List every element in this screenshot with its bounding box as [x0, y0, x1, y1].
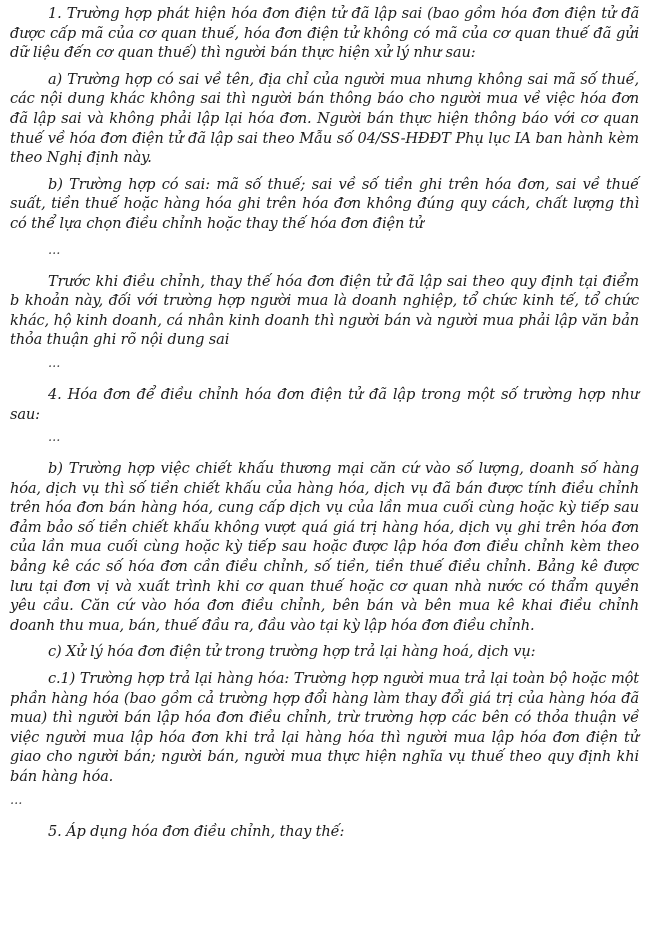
paragraph-4: 4. Hóa đơn để điều chỉnh hóa đơn điện tử đã lập trong một số trường hợp như sau:	[10, 385, 639, 423]
ellipsis: ...	[10, 792, 23, 808]
paragraph-4c: c) Xử lý hóa đơn điện tử trong trường hợp trả lại hàng hoá, dịch vụ:	[48, 643, 536, 661]
ellipsis: ...	[48, 355, 61, 371]
paragraph-before-adjust: Trước khi điều chỉnh, thay thế hóa đơn điện tử đã lập sai theo quy định tại điểm b khoản này, đối với trường hợp người mua là doanh nghiệp, tổ chức kinh tế, tổ chức khác, hộ kinh doanh, cá nhân kinh doanh thì người bán và người mua phải lập văn bản thỏa thuận ghi rõ nội dung sai	[10, 272, 639, 349]
paragraph-1b: b) Trường hợp có sai: mã số thuế; sai về số tiền ghi trên hóa đơn, sai về thuế suất, tiền thuế hoặc hàng hóa ghi trên hóa đơn không đúng quy cách, chất lượng thì có thể lựa chọn điều chỉnh hoặc thay thế hóa đơn điện tử	[10, 175, 639, 232]
ellipsis: ...	[48, 242, 61, 258]
paragraph-1: 1. Trường hợp phát hiện hóa đơn điện tử đã lập sai (bao gồm hóa đơn điện tử đã được cấp mã của cơ quan thuế, hóa đơn điện tử không có mã của cơ quan thuế đã gửi dữ liệu đến cơ quan thuế) thì người bán thực hiện xử lý như sau:	[10, 5, 639, 62]
paragraph-4c1: c.1) Trường hợp trả lại hàng hóa: Trường hợp người mua trả lại toàn bộ hoặc một phần hàng hóa (bao gồm cả trường hợp đổi hàng làm thay đổi giá trị của hàng hóa đã mua) thì người bán lập hóa đơn điều chỉnh, trừ trường hợp các bên có thỏa thuận về việc người mua lập hóa đơn khi trả lại hàng hóa thì người mua lập hóa đơn điện tử giao cho người bán; người bán, người mua thực hiện nghĩa vụ thuế theo quy định khi bán hàng hóa.	[10, 670, 639, 785]
paragraph-1a: a) Trường hợp có sai về tên, địa chỉ của người mua nhưng không sai mã số thuế, các nội dung khác không sai thì người bán thông báo cho người mua về việc hóa đơn đã lập sai và không phải lập lại hóa đơn. Người bán thực hiện thông báo với cơ quan thuế về hóa đơn điện tử đã lập sai theo Mẫu số 04/SS-HĐĐT Phụ lục IA ban hành kèm theo Nghị định này.	[10, 70, 639, 167]
ellipsis: ...	[48, 430, 61, 446]
paragraph-4b: b) Trường hợp việc chiết khấu thương mại căn cứ vào số lượng, doanh số hàng hóa, dịch vụ thì số tiền chiết khấu của hàng hóa, dịch vụ đã bán được tính điều chỉnh trên hóa đơn bán hàng hóa, cung cấp dịch vụ của lần mua cuối cùng hoặc kỳ tiếp sau đảm bảo số tiền chiết khấu không vượt quá giá trị hàng hóa, dịch vụ ghi trên hóa đơn của lần mua cuối cùng hoặc kỳ tiếp sau hoặc được lập hóa đơn điều chỉnh kèm theo bảng kê các số hóa đơn cần điều chỉnh, số tiền, tiền thuế điều chỉnh. Bảng kê được lưu tại đơn vị và xuất trình khi cơ quan thuế hoặc cơ quan nhà nước có thẩm quyền yêu cầu. Căn cứ vào hóa đơn điều chỉnh, bên bán và bên mua kê khai điều chỉnh doanh thu mua, bán, thuế đầu ra, đầu vào tại kỳ lập hóa đơn điều chỉnh.	[10, 460, 639, 634]
paragraph-5: 5. Áp dụng hóa đơn điều chỉnh, thay thế:	[48, 822, 345, 840]
